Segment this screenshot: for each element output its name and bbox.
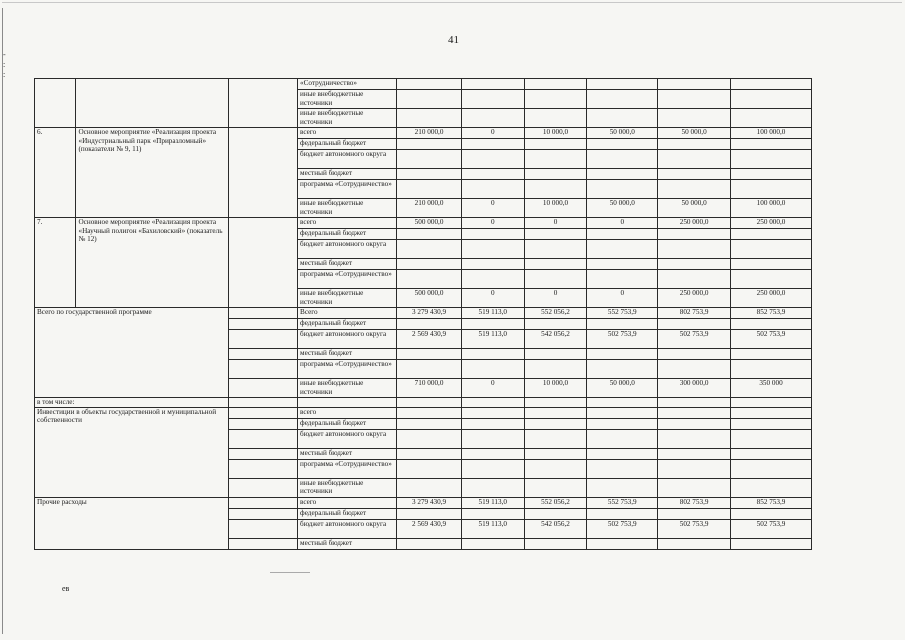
funding-source-cell: местный бюджет [298, 538, 397, 549]
page-number: 41 [448, 34, 459, 46]
value-cell [587, 109, 658, 128]
value-cell [587, 407, 658, 418]
value-cell [731, 240, 812, 259]
value-cell [658, 90, 731, 109]
executor-cell [229, 478, 298, 497]
value-cell [524, 169, 587, 180]
value-cell [658, 109, 731, 128]
value-cell [397, 240, 462, 259]
funding-source-cell: Всего [298, 308, 397, 319]
value-cell [731, 319, 812, 330]
value-cell [461, 79, 524, 90]
value-cell: 552 056,2 [524, 308, 587, 319]
value-cell: 50 000,0 [587, 128, 658, 139]
footer-note: ев [62, 584, 70, 593]
including-label: в том числе: [35, 398, 229, 408]
value-cell [524, 259, 587, 270]
value-cell [461, 459, 524, 478]
value-cell [524, 429, 587, 448]
value-cell [731, 429, 812, 448]
executor-cell [229, 519, 298, 538]
value-cell [658, 139, 731, 150]
value-cell: 502 753,9 [731, 519, 812, 538]
scan-border-left [2, 8, 3, 634]
value-cell [461, 398, 524, 408]
value-cell [397, 109, 462, 128]
value-cell: 250 000,0 [731, 289, 812, 308]
value-cell [658, 79, 731, 90]
value-cell [397, 459, 462, 478]
funding-source-cell: бюджет автономного округа [298, 519, 397, 538]
value-cell [587, 398, 658, 408]
value-cell [461, 407, 524, 418]
value-cell: 0 [461, 289, 524, 308]
value-cell [658, 229, 731, 240]
executor-cell [229, 360, 298, 379]
value-cell: 0 [461, 128, 524, 139]
value-cell [587, 349, 658, 360]
value-cell: 0 [524, 289, 587, 308]
value-cell: 10 000,0 [524, 199, 587, 218]
value-cell [397, 508, 462, 519]
value-cell [524, 418, 587, 429]
funding-source-cell: бюджет автономного округа [298, 240, 397, 259]
value-cell [658, 169, 731, 180]
value-cell: 502 753,9 [731, 330, 812, 349]
budget-table [34, 78, 812, 550]
value-cell [397, 319, 462, 330]
value-cell [461, 508, 524, 519]
value-cell [461, 349, 524, 360]
value-cell [587, 538, 658, 549]
funding-source-cell: всего [298, 128, 397, 139]
table-row [35, 497, 812, 508]
value-cell: 802 753,9 [658, 497, 731, 508]
value-cell [587, 150, 658, 169]
value-cell [397, 407, 462, 418]
funding-source-cell: иные внебюджетные источники [298, 289, 397, 308]
value-cell [587, 429, 658, 448]
value-cell [461, 229, 524, 240]
value-cell [397, 139, 462, 150]
value-cell [524, 398, 587, 408]
value-cell [524, 319, 587, 330]
value-cell: 852 753,9 [731, 308, 812, 319]
executor-cell [229, 79, 298, 128]
funding-source-cell: федеральный бюджет [298, 139, 397, 150]
value-cell [587, 180, 658, 199]
value-cell [658, 319, 731, 330]
value-cell [731, 270, 812, 289]
value-cell [658, 180, 731, 199]
measure-name-cell [76, 79, 229, 128]
value-cell [524, 150, 587, 169]
value-cell [461, 240, 524, 259]
value-cell [461, 270, 524, 289]
value-cell [731, 360, 812, 379]
funding-source-cell: федеральный бюджет [298, 508, 397, 519]
value-cell: 542 056,2 [524, 519, 587, 538]
value-cell [731, 508, 812, 519]
table-row [35, 218, 812, 229]
section-label: Инвестиции в объекты государственной и муниципальной собственности [35, 407, 229, 497]
table-row [35, 79, 812, 90]
value-cell [587, 79, 658, 90]
executor-cell [229, 330, 298, 349]
value-cell [587, 139, 658, 150]
value-cell [731, 169, 812, 180]
funding-source-cell: всего [298, 497, 397, 508]
section-label: Всего по государственной программе [35, 308, 229, 398]
value-cell [658, 360, 731, 379]
executor-cell [229, 379, 298, 398]
executor-cell [229, 448, 298, 459]
value-cell: 210 000,0 [397, 128, 462, 139]
value-cell [397, 418, 462, 429]
funding-source-cell: иные внебюджетные источники [298, 199, 397, 218]
value-cell [461, 429, 524, 448]
value-cell [731, 448, 812, 459]
value-cell: 500 000,0 [397, 289, 462, 308]
funding-source-cell: программа «Сотрудничество» [298, 360, 397, 379]
funding-source-cell: федеральный бюджет [298, 418, 397, 429]
executor-cell [229, 308, 298, 319]
funding-source-cell: программа «Сотрудничество» [298, 180, 397, 199]
value-cell: 300 000,0 [658, 379, 731, 398]
value-cell [658, 508, 731, 519]
executor-cell [229, 319, 298, 330]
value-cell [731, 139, 812, 150]
value-cell [397, 538, 462, 549]
value-cell: 50 000,0 [587, 199, 658, 218]
scan-smudge [270, 572, 310, 573]
value-cell [731, 229, 812, 240]
value-cell [587, 90, 658, 109]
value-cell [731, 349, 812, 360]
value-cell [397, 259, 462, 270]
executor-cell [229, 349, 298, 360]
value-cell [461, 180, 524, 199]
value-cell: 519 113,0 [461, 330, 524, 349]
value-cell [658, 407, 731, 418]
table-row [35, 407, 812, 418]
value-cell [658, 538, 731, 549]
executor-cell [229, 538, 298, 549]
funding-source-cell: всего [298, 407, 397, 418]
value-cell [658, 398, 731, 408]
measure-name: Основное мероприятие «Реализация проекта «Научный полигон «Бахиловский» (показатель № 12) [76, 218, 229, 308]
executor-cell [229, 508, 298, 519]
value-cell [587, 270, 658, 289]
value-cell [461, 90, 524, 109]
executor-cell [229, 497, 298, 508]
value-cell [524, 508, 587, 519]
measure-index: 7. [35, 218, 76, 308]
value-cell: 519 113,0 [461, 308, 524, 319]
value-cell [587, 508, 658, 519]
value-cell: 3 279 430,9 [397, 308, 462, 319]
value-cell [587, 478, 658, 497]
funding-source-cell: иные внебюджетные источники [298, 478, 397, 497]
value-cell [524, 538, 587, 549]
value-cell: 519 113,0 [461, 519, 524, 538]
value-cell [397, 349, 462, 360]
value-cell [461, 150, 524, 169]
value-cell [397, 90, 462, 109]
value-cell [524, 79, 587, 90]
value-cell [461, 448, 524, 459]
value-cell [658, 448, 731, 459]
value-cell: 100 000,0 [731, 199, 812, 218]
value-cell [731, 90, 812, 109]
value-cell: 0 [461, 218, 524, 229]
executor-cell [229, 128, 298, 218]
scan-border-top [2, 2, 902, 3]
value-cell: 10 000,0 [524, 379, 587, 398]
value-cell [397, 478, 462, 497]
value-cell [731, 180, 812, 199]
value-cell: 0 [461, 379, 524, 398]
value-cell: 500 000,0 [397, 218, 462, 229]
value-cell [658, 240, 731, 259]
value-cell [587, 259, 658, 270]
measure-index: 6. [35, 128, 76, 218]
value-cell: 502 753,9 [587, 330, 658, 349]
value-cell: 210 000,0 [397, 199, 462, 218]
value-cell [587, 319, 658, 330]
value-cell [524, 139, 587, 150]
value-cell: 502 753,9 [587, 519, 658, 538]
value-cell: 250 000,0 [658, 218, 731, 229]
value-cell: 100 000,0 [731, 128, 812, 139]
value-cell [587, 459, 658, 478]
value-cell [397, 360, 462, 379]
value-cell [397, 429, 462, 448]
value-cell [658, 418, 731, 429]
value-cell: 519 113,0 [461, 497, 524, 508]
value-cell: 552 753,9 [587, 308, 658, 319]
funding-source-cell: бюджет автономного округа [298, 429, 397, 448]
funding-source-cell: бюджет автономного округа [298, 330, 397, 349]
funding-source-cell: программа «Сотрудничество» [298, 459, 397, 478]
funding-source-cell: всего [298, 218, 397, 229]
value-cell: 250 000,0 [731, 218, 812, 229]
value-cell [524, 229, 587, 240]
value-cell: 852 753,9 [731, 497, 812, 508]
value-cell [524, 270, 587, 289]
value-cell: 502 753,9 [658, 519, 731, 538]
measure-name: Основное мероприятие «Реализация проекта «Индустриальный парк «Приразломный» (показатели № 9, 11) [76, 128, 229, 218]
funding-source-cell: бюджет автономного округа [298, 150, 397, 169]
funding-source-cell: «Сотрудничество» [298, 79, 397, 90]
funding-source-cell: местный бюджет [298, 448, 397, 459]
edge-mark: : [3, 60, 6, 69]
value-cell [524, 407, 587, 418]
executor-cell [229, 407, 298, 418]
value-cell [524, 240, 587, 259]
value-cell: 250 000,0 [658, 289, 731, 308]
funding-source-cell: федеральный бюджет [298, 319, 397, 330]
value-cell: 10 000,0 [524, 128, 587, 139]
value-cell [658, 270, 731, 289]
value-cell [397, 180, 462, 199]
value-cell [461, 319, 524, 330]
table-row [35, 308, 812, 319]
value-cell [461, 478, 524, 497]
value-cell: 50 000,0 [587, 379, 658, 398]
value-cell: 710 000,0 [397, 379, 462, 398]
value-cell [587, 169, 658, 180]
value-cell [587, 240, 658, 259]
value-cell: 552 753,9 [587, 497, 658, 508]
value-cell [397, 229, 462, 240]
value-cell [461, 418, 524, 429]
value-cell [587, 360, 658, 379]
value-cell [397, 150, 462, 169]
value-cell [731, 538, 812, 549]
value-cell: 552 056,2 [524, 497, 587, 508]
value-cell: 0 [587, 289, 658, 308]
value-cell: 502 753,9 [658, 330, 731, 349]
value-cell: 802 753,9 [658, 308, 731, 319]
value-cell [731, 398, 812, 408]
value-cell [524, 109, 587, 128]
value-cell [524, 459, 587, 478]
value-cell [658, 259, 731, 270]
value-cell [397, 79, 462, 90]
executor-cell [229, 459, 298, 478]
value-cell [461, 259, 524, 270]
value-cell [524, 349, 587, 360]
funding-source-cell: иные внебюджетные источники [298, 109, 397, 128]
value-cell [658, 459, 731, 478]
value-cell [587, 418, 658, 429]
funding-source-cell: программа «Сотрудничество» [298, 270, 397, 289]
value-cell [461, 538, 524, 549]
funding-source-cell: федеральный бюджет [298, 229, 397, 240]
edge-mark: - [3, 50, 6, 59]
funding-source-cell: иные внебюджетные источники [298, 379, 397, 398]
executor-cell [229, 218, 298, 308]
funding-source-cell: местный бюджет [298, 259, 397, 270]
value-cell: 50 000,0 [658, 128, 731, 139]
value-cell [731, 478, 812, 497]
value-cell [397, 270, 462, 289]
value-cell [524, 180, 587, 199]
value-cell: 0 [587, 218, 658, 229]
value-cell: 0 [524, 218, 587, 229]
value-cell [461, 139, 524, 150]
value-cell: 50 000,0 [658, 199, 731, 218]
edge-mark: : [3, 70, 6, 79]
value-cell [397, 448, 462, 459]
value-cell: 2 569 430,9 [397, 330, 462, 349]
funding-source-cell: местный бюджет [298, 169, 397, 180]
value-cell [587, 229, 658, 240]
value-cell [397, 169, 462, 180]
edge-marks [3, 50, 6, 80]
value-cell: 0 [461, 199, 524, 218]
executor-cell [229, 429, 298, 448]
value-cell [658, 349, 731, 360]
value-cell [731, 109, 812, 128]
value-cell [461, 109, 524, 128]
value-cell [524, 360, 587, 379]
value-cell [731, 150, 812, 169]
value-cell [731, 407, 812, 418]
value-cell [731, 459, 812, 478]
value-cell: 3 279 430,9 [397, 497, 462, 508]
value-cell [658, 429, 731, 448]
value-cell [524, 478, 587, 497]
value-cell [397, 398, 462, 408]
executor-cell [229, 418, 298, 429]
value-cell [524, 448, 587, 459]
value-cell [461, 360, 524, 379]
value-cell [587, 448, 658, 459]
value-cell: 542 056,2 [524, 330, 587, 349]
value-cell: 350 000 [731, 379, 812, 398]
value-cell [731, 418, 812, 429]
section-label: Прочие расходы [35, 497, 229, 549]
funding-source-cell: местный бюджет [298, 349, 397, 360]
budget-table-body [35, 79, 812, 550]
table-row [35, 128, 812, 139]
value-cell [731, 79, 812, 90]
value-cell: 2 569 430,9 [397, 519, 462, 538]
value-cell [731, 259, 812, 270]
value-cell [658, 150, 731, 169]
index-cell [35, 79, 76, 128]
funding-source-cell [298, 398, 397, 408]
value-cell [524, 90, 587, 109]
executor-cell [229, 398, 298, 408]
table-row [35, 398, 812, 408]
funding-source-cell: иные внебюджетные источники [298, 90, 397, 109]
value-cell [461, 169, 524, 180]
value-cell [658, 478, 731, 497]
